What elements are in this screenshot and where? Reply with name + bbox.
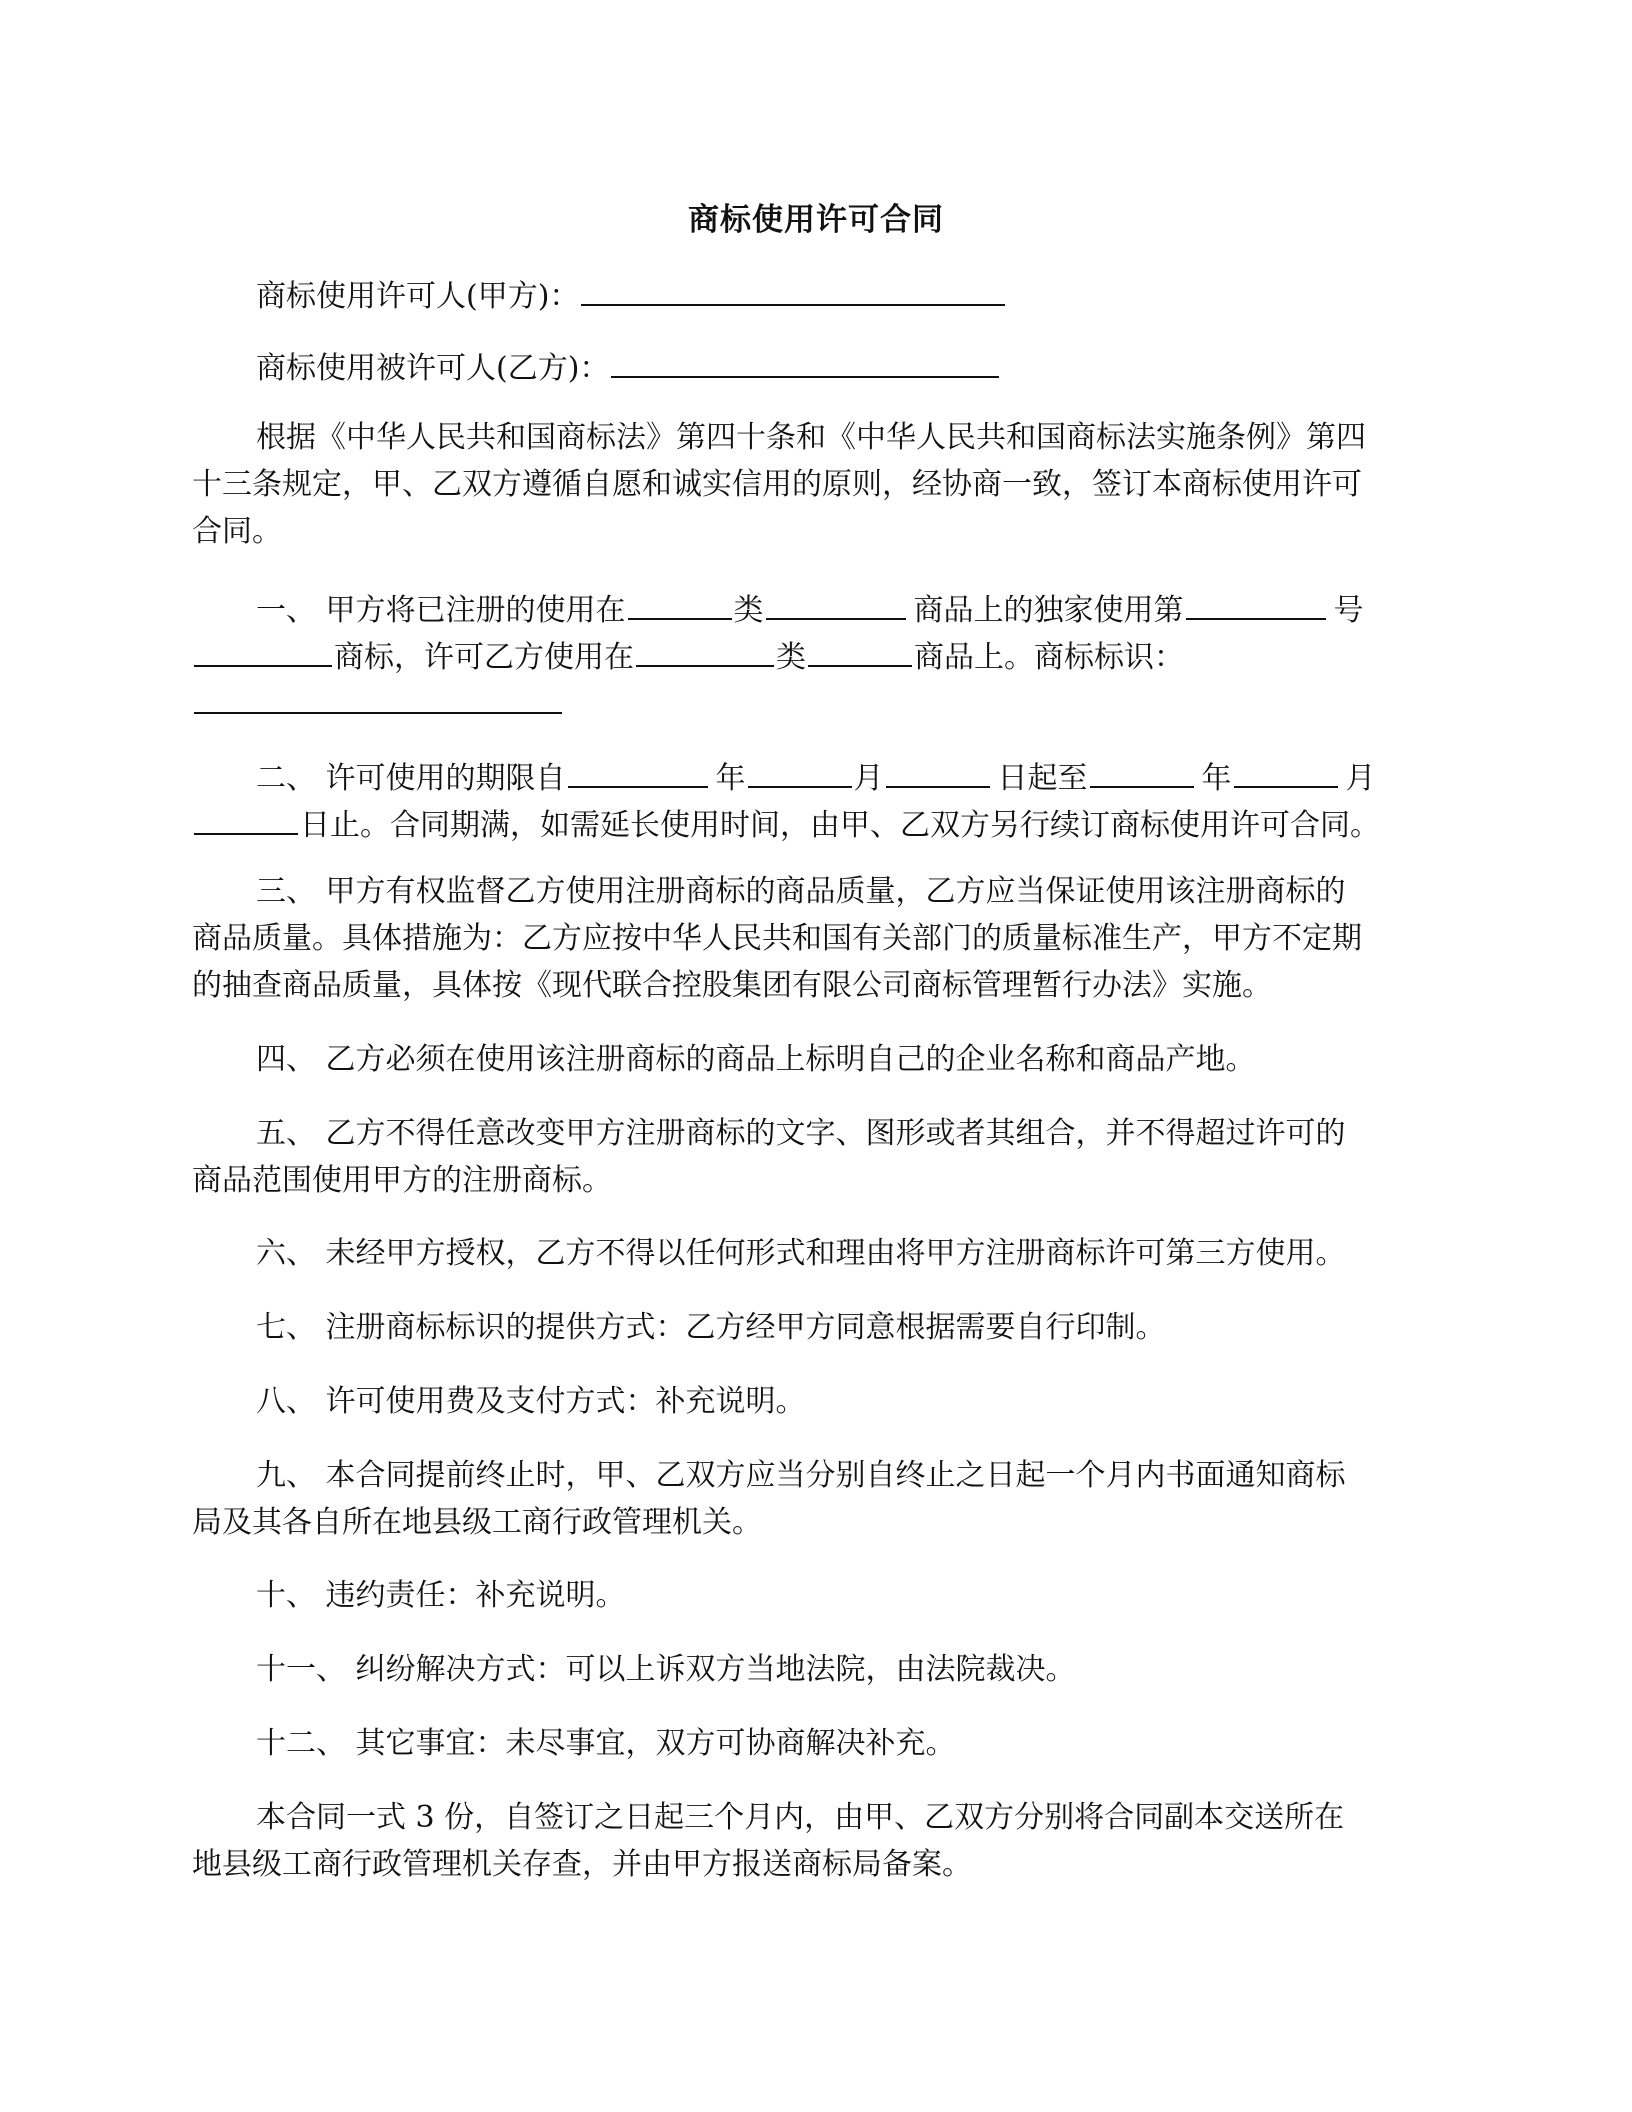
clause-2-text-c: 月: [853, 761, 884, 796]
clause-2-line-2: [192, 797, 1440, 844]
closing-line-1: 本合同一式 3 份，自签订之日起三个月内，由甲、乙双方分别将合同副本交送所在: [256, 1800, 1345, 1835]
licensee-label: 商标使用被许可人(乙方)：: [256, 351, 610, 386]
clause-2-text-g: 日止。合同期满，如需延长使用时间，由甲、乙双方另行续订商标使用许可合同。: [300, 808, 1380, 843]
clause-6: 六、 未经甲方授权，乙方不得以任何形式和理由将甲方注册商标许可第三方使用。: [256, 1236, 1346, 1271]
closing-paragraph: [192, 1794, 1440, 1888]
licensor-line: [192, 268, 1504, 320]
clause-11: 十一、 纠纷解决方式：可以上诉双方当地法院，由法院裁决。: [256, 1652, 1076, 1687]
clause-9: [192, 1452, 1440, 1546]
clause-1-text-d: 号: [1333, 593, 1364, 628]
clause-8: 八、 许可使用费及支付方式：补充说明。: [256, 1384, 806, 1419]
clause-2-text-e: 年: [1201, 761, 1232, 796]
clause-3-line-3: 的抽查商品质量，具体按《现代联合控股集团有限公司商标管理暂行办法》实施。: [192, 968, 1272, 1003]
clause-1-line-2: [192, 629, 1440, 676]
closing-line-2: 地县级工商行政管理机关存查，并由甲方报送商标局备案。: [192, 1847, 972, 1882]
licensee-blank[interactable]: [611, 340, 999, 378]
clause-1-text-f: 类: [776, 640, 806, 675]
clause-3-line-2: 商品质量。具体措施为：乙方应按中华人民共和国有关部门的质量标准生产，甲方不定期: [192, 921, 1362, 956]
trademark-blank[interactable]: [194, 629, 332, 667]
clause-3-line-1: 三、 甲方有权监督乙方使用注册商标的商品质量，乙方应当保证使用该注册商标的: [256, 874, 1346, 909]
licensee-line: [192, 340, 1504, 392]
clause-1-text-a: 一、 甲方将已注册的使用在: [256, 593, 626, 628]
end-month-blank[interactable]: [1234, 750, 1338, 788]
licensed-class-blank[interactable]: [636, 629, 774, 667]
clause-9-line-2: 局及其各自所在地县级工商行政管理机关。: [192, 1505, 762, 1540]
clause-2-text-d: 日起至: [997, 761, 1088, 796]
preamble-paragraph: [192, 414, 1440, 555]
clause-2: [192, 750, 1440, 844]
registration-number-blank[interactable]: [1186, 582, 1326, 620]
preamble-line-1: 根据《中华人民共和国商标法》第四十条和《中华人民共和国商标法实施条例》第四: [256, 420, 1366, 455]
preamble-line-3: 合同。: [192, 514, 282, 549]
preamble-line-2: 十三条规定，甲、乙双方遵循自愿和诚实信用的原则，经协商一致，签订本商标使用许可: [192, 467, 1362, 502]
clause-2-text-b: 年: [715, 761, 746, 796]
class-number-blank[interactable]: [628, 582, 732, 620]
end-year-blank[interactable]: [1090, 750, 1194, 788]
licensor-label: 商标使用许可人(甲方)：: [256, 279, 580, 314]
clause-1-text-g: 商品上。商标标识：: [914, 640, 1184, 675]
document-title: 商标使用许可合同: [688, 202, 944, 238]
clause-1-line-3: [192, 676, 1440, 723]
clause-1-text-e: 商标，许可乙方使用在: [334, 640, 634, 675]
licensor-blank[interactable]: [581, 268, 1005, 306]
goods-class-blank[interactable]: [766, 582, 906, 620]
clause-5-line-2: 商品范围使用甲方的注册商标。: [192, 1163, 612, 1198]
clause-5-line-1: 五、 乙方不得任意改变甲方注册商标的文字、图形或者其组合，并不得超过许可的: [256, 1116, 1346, 1151]
clause-9-line-1: 九、 本合同提前终止时，甲、乙双方应当分别自终止之日起一个月内书面通知商标: [256, 1458, 1346, 1493]
clause-7: 七、 注册商标标识的提供方式：乙方经甲方同意根据需要自行印制。: [256, 1310, 1166, 1345]
start-month-blank[interactable]: [748, 750, 852, 788]
clause-1: [192, 582, 1440, 723]
clause-3: [192, 868, 1440, 1009]
clause-2-text-f: 月: [1345, 761, 1376, 796]
clause-1-text-b: 类: [733, 593, 764, 628]
clause-2-line-1: [192, 750, 1440, 797]
end-day-blank[interactable]: [194, 797, 298, 835]
trademark-mark-blank[interactable]: [194, 676, 562, 714]
clause-12: 十二、 其它事宜：未尽事宜，双方可协商解决补充。: [256, 1726, 956, 1761]
start-day-blank[interactable]: [886, 750, 990, 788]
clause-5: [192, 1110, 1440, 1204]
licensed-goods-blank[interactable]: [808, 629, 912, 667]
clause-1-text-c: 商品上的独家使用第: [913, 593, 1184, 628]
clause-10: 十、 违约责任：补充说明。: [256, 1578, 626, 1613]
clause-2-text-a: 二、 许可使用的期限自: [256, 761, 566, 796]
clause-4: 四、 乙方必须在使用该注册商标的商品上标明自己的企业名称和商品产地。: [256, 1042, 1256, 1077]
start-year-blank[interactable]: [568, 750, 708, 788]
clause-1-line-1: [192, 582, 1440, 629]
